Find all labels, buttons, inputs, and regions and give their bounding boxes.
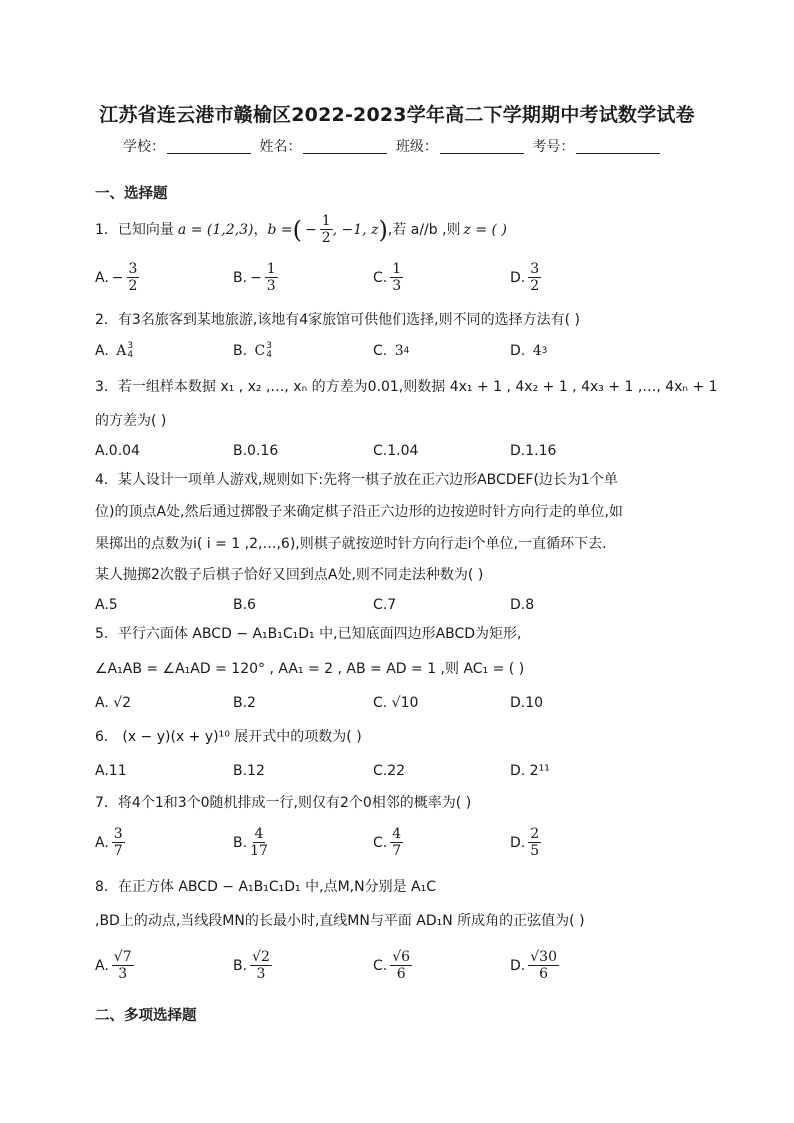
q2-option-b[interactable] <box>233 340 272 362</box>
q2-option-b-label: B. <box>233 343 248 359</box>
q1-half-num: 1 <box>321 213 331 229</box>
section-heading-single-choice: 一、选择题 <box>95 186 168 202</box>
q6-option-c[interactable]: C.22 <box>373 763 406 779</box>
q1-option-c-den: 3 <box>392 278 402 294</box>
q1-stem-text: 1．已知向量 <box>95 222 174 238</box>
q7-option-d-fraction <box>528 826 541 860</box>
question-4-options <box>95 594 715 616</box>
q1-option-d-num: 3 <box>530 261 540 277</box>
q2-option-a-sup: 3 <box>127 341 134 351</box>
q2-option-a-sub: 4 <box>127 350 134 360</box>
question-5-stem-line2: ∠A₁AB = ∠A₁AD = 120° , AA₁ = 2 , AB = AD = 1 ,则 AC₁ = ( ) <box>95 661 525 677</box>
q8-option-b[interactable] <box>233 946 272 986</box>
question-4-stem-line3: 果掷出的点数为i( i = 1 ,2,…,6),则棋子就按逆时针方向行走i个单位,一直循环下去. <box>95 536 607 552</box>
question-3-stem-line2: 的方差为( ) <box>95 413 167 429</box>
q3-option-b[interactable]: B.0.16 <box>233 443 279 459</box>
q1-option-c-num: 1 <box>392 261 402 277</box>
question-1-stem <box>95 212 705 248</box>
section-heading-multiple-choice: 二、多项选择题 <box>95 1008 197 1024</box>
school-blank[interactable] <box>167 138 251 154</box>
question-5-stem-line1: 5．平行六面体 ABCD − A₁B₁C₁D₁ 中,已知底面四边形ABCD为矩形, <box>95 626 522 642</box>
q8-option-c-fraction <box>390 949 412 983</box>
q4-option-b[interactable]: B.6 <box>233 597 256 613</box>
question-8-stem-line2: ,BD上的动点,当线段MN的长最小时,直线MN与平面 AD₁N 所成角的正弦值为( ) <box>95 913 585 929</box>
q2-option-b-sub: 4 <box>266 350 272 360</box>
question-2-stem: 2．有3名旅客到某地旅游,该地有4家旅馆可供他们选择,则不同的选择方法有( ) <box>95 312 580 328</box>
q6-option-b[interactable]: B.12 <box>233 763 265 779</box>
q8-option-d-den: 6 <box>539 966 549 982</box>
q2-option-c-sup: 4 <box>403 346 410 356</box>
question-6-options <box>95 760 715 782</box>
name-blank[interactable] <box>303 138 387 154</box>
q7-option-d-label: D. <box>510 835 526 851</box>
question-3-options <box>95 440 715 462</box>
q2-option-d-sup: 3 <box>541 346 548 356</box>
q2-option-a-indices <box>127 342 133 360</box>
q1-right-paren: ) <box>378 216 388 244</box>
q1-option-a[interactable] <box>95 258 139 298</box>
question-1-options <box>95 258 715 298</box>
q1-option-a-num: 3 <box>128 261 138 277</box>
q7-option-a-num: 3 <box>113 826 123 842</box>
q1-option-b-num: 1 <box>266 261 276 277</box>
q8-option-a-fraction <box>112 949 134 983</box>
q1-option-c-fraction <box>390 261 403 295</box>
q8-option-d[interactable] <box>510 946 559 986</box>
q1-option-d[interactable] <box>510 258 541 298</box>
q7-option-a[interactable] <box>95 823 125 863</box>
q7-option-c-fraction <box>390 826 403 860</box>
q2-option-c-label: C. <box>373 343 388 359</box>
q7-option-c[interactable] <box>373 823 403 863</box>
q3-option-c[interactable]: C.1.04 <box>373 443 419 459</box>
q1-option-d-fraction <box>528 261 541 295</box>
question-4-stem-line2: 位)的顶点A处,然后通过掷骰子来确定棋子沿正六边形的边按逆时针方向行走的单位,如 <box>95 504 623 520</box>
q6-option-d[interactable]: D. 2¹¹ <box>510 763 550 779</box>
q2-option-d-base: 4 <box>532 343 542 359</box>
class-label: 班级： <box>395 139 438 155</box>
q2-option-c[interactable] <box>373 340 409 362</box>
q6-option-a[interactable]: A.11 <box>95 763 127 779</box>
q2-option-d-label: D. <box>510 343 526 359</box>
q4-option-a[interactable]: A.5 <box>95 597 118 613</box>
q8-option-c-label: C. <box>373 958 388 974</box>
q8-option-d-label: D. <box>510 958 526 974</box>
q7-option-d[interactable] <box>510 823 541 863</box>
q1-vector-a: a = (1,2,3) <box>177 222 254 238</box>
q2-option-b-indices <box>266 342 272 360</box>
q8-option-b-label: B. <box>233 958 248 974</box>
q1-option-a-fraction <box>127 261 140 295</box>
q2-option-a[interactable] <box>95 340 133 362</box>
q1-condition: ,若 a//b ,则 <box>387 222 461 238</box>
q8-option-a[interactable] <box>95 946 134 986</box>
q7-option-d-den: 5 <box>530 843 540 859</box>
q1-half-den: 2 <box>321 230 331 246</box>
q5-option-b[interactable]: B.2 <box>233 695 256 711</box>
q7-option-b-den: 17 <box>250 843 268 859</box>
question-4-stem-line4: 某人抛掷2次骰子后棋子恰好又回到点A处,则不同走法种数为( ) <box>95 567 484 583</box>
q7-option-c-den: 7 <box>392 843 402 859</box>
q2-option-b-base: C <box>254 343 266 359</box>
q1-option-b-den: 3 <box>266 278 276 294</box>
q7-option-d-num: 2 <box>530 826 540 842</box>
question-5-options <box>95 692 715 714</box>
q1-half-fraction <box>320 213 333 247</box>
q1-option-a-den: 2 <box>128 278 138 294</box>
school-label: 学校： <box>123 139 165 155</box>
q3-option-a[interactable]: A.0.04 <box>95 443 140 459</box>
q5-option-c[interactable]: C. √10 <box>373 695 419 711</box>
question-8-options <box>95 946 715 986</box>
q1-minus: − <box>304 222 317 238</box>
q4-option-c[interactable]: C.7 <box>373 597 397 613</box>
q1-option-c-label: C. <box>373 270 388 286</box>
q2-option-a-base: A <box>116 343 127 359</box>
page-title: 江苏省连云港市赣榆区2022-2023学年高二下学期期中考试数学试卷 <box>99 104 695 126</box>
q1-comma: ， <box>253 222 268 238</box>
q7-option-b-num: 4 <box>254 826 264 842</box>
q7-option-c-label: C. <box>373 835 388 851</box>
q7-option-a-label: A. <box>95 835 109 851</box>
q1-vector-b-rest-text: −1, z <box>341 222 379 238</box>
q1-ask: z = ( ) <box>463 222 507 238</box>
q8-option-b-num: √2 <box>252 949 270 965</box>
q1-option-a-label: A. <box>95 270 109 286</box>
q1-option-c[interactable] <box>373 258 403 298</box>
name-label: 姓名： <box>259 139 302 155</box>
q1-left-paren: ( <box>292 216 302 244</box>
q1-option-b-sign: − <box>250 270 262 286</box>
q1-option-b-label: B. <box>233 270 248 286</box>
q7-option-a-den: 7 <box>113 843 123 859</box>
q1-option-d-den: 2 <box>530 278 540 294</box>
q5-option-d[interactable]: D.10 <box>510 695 544 711</box>
question-3-stem-line1: 3．若一组样本数据 x₁ , x₂ ,…, xₙ 的方差为0.01,则数据 4x₁ + 1 , 4x₂ + 1 , 4x₃ + 1 ,…, 4xₙ + 1 <box>95 379 718 395</box>
q8-option-b-den: 3 <box>256 966 266 982</box>
q1-option-d-label: D. <box>510 270 526 286</box>
question-7-options <box>95 823 715 863</box>
q2-option-d[interactable] <box>510 340 547 362</box>
q1-vector-b-rest: , −1, z <box>332 222 379 238</box>
exam-number-label: 考号： <box>532 139 575 155</box>
q8-option-a-den: 3 <box>118 966 128 982</box>
q8-option-c[interactable] <box>373 946 412 986</box>
q2-option-a-label: A. <box>95 343 109 359</box>
q7-option-b-label: B. <box>233 835 248 851</box>
q7-option-c-num: 4 <box>392 826 402 842</box>
q2-option-c-base: 3 <box>394 343 404 359</box>
q1-vector-b-prefix: b = <box>267 222 293 238</box>
q7-option-a-fraction <box>112 826 125 860</box>
q1-option-b[interactable] <box>233 258 278 298</box>
q3-option-d[interactable]: D.1.16 <box>510 443 557 459</box>
q1-option-a-sign: − <box>111 270 124 286</box>
exam-number-blank[interactable] <box>576 138 660 154</box>
question-6-stem: 6． (x − y)(x + y)¹⁰ 展开式中的项数为( ) <box>95 729 362 745</box>
class-blank[interactable] <box>440 138 524 154</box>
student-info-row <box>123 136 683 156</box>
q5-option-a[interactable]: A. √2 <box>95 695 132 711</box>
question-4-stem-line1: 4．某人设计一项单人游戏,规则如下:先将一棋子放在正六边形ABCDEF(边长为1个单 <box>95 472 618 488</box>
question-8-stem-line1: 8．在正方体 ABCD − A₁B₁C₁D₁ 中,点M,N分别是 A₁C <box>95 879 436 895</box>
q8-option-a-label: A. <box>95 958 109 974</box>
q8-option-a-num: √7 <box>113 949 132 965</box>
q2-option-b-sup: 3 <box>266 341 272 351</box>
q8-option-d-fraction <box>528 949 559 983</box>
q1-option-b-fraction <box>265 261 278 295</box>
q8-option-c-den: 6 <box>396 966 406 982</box>
q7-option-b[interactable] <box>233 823 268 863</box>
q8-option-c-num: √6 <box>392 949 411 965</box>
q8-option-b-fraction <box>250 949 272 983</box>
question-7-stem: 7．将4个1和3个0随机排成一行,则仅有2个0相邻的概率为( ) <box>95 795 472 811</box>
q8-option-d-num: √30 <box>530 949 557 965</box>
question-2-options <box>95 340 715 362</box>
q4-option-d[interactable]: D.8 <box>510 597 535 613</box>
q7-option-b-fraction <box>250 826 268 860</box>
